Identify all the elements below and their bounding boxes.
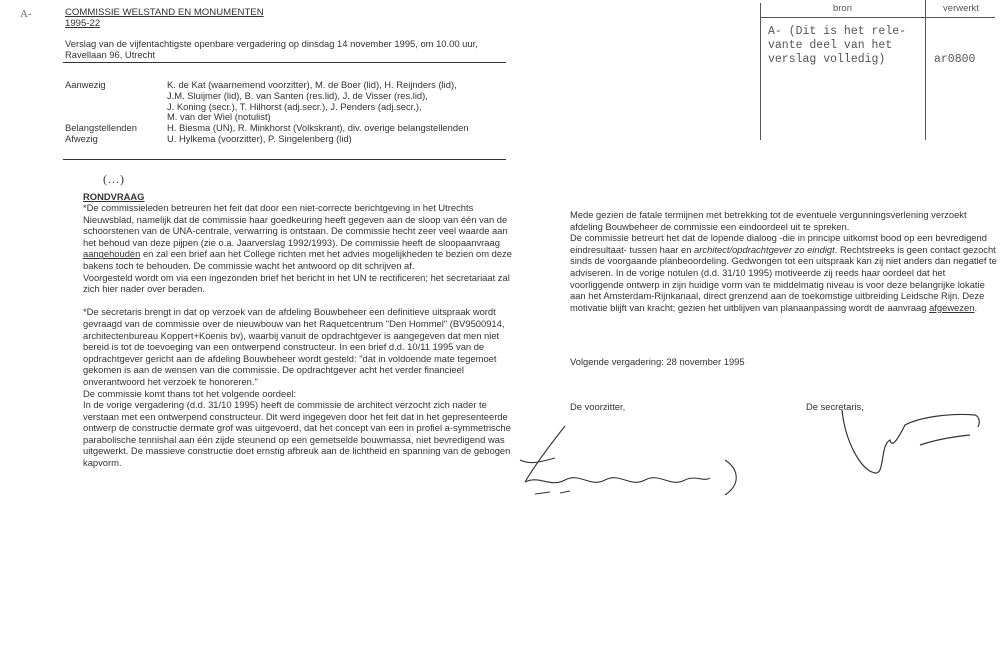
divider bbox=[63, 62, 506, 63]
left-column bbox=[83, 202, 513, 469]
paragraph bbox=[83, 202, 513, 272]
text: en zal een brief aan het College richten met het advies mogelijkheden te bezien om deze bakens toch te behouden. De commissie wacht het antwoord op dit schrijven af. bbox=[83, 248, 512, 271]
report-number: 1995-22 bbox=[65, 18, 101, 29]
attendance-label: Belangstellenden bbox=[65, 122, 137, 134]
omission-mark: (...) bbox=[103, 172, 125, 186]
stamp-header-verwerkt: verwerkt bbox=[943, 3, 979, 14]
secretary-label: De secretaris, bbox=[806, 401, 864, 412]
italic-text: architect/opdrachtgever zo eindigt bbox=[694, 243, 835, 255]
paragraph: In de vorige vergadering (d.d. 31/10 1995) heeft de commissie de architect verzocht zich nader te verstaan met een ontwerpend constructeur. Dit werd ingegeven door het feit dat in het gepresenteerde ontwerp de constructie dermate grof was uitgevoerd, dat het concept van een in profiel a-symmetrische parabolische tennishal aan één zijde steunend op een gemetselde bouwmassa, niet bevredigend was uitgewerkt. De massieve constructie doet ernstig afbreuk aan de lichtheid en spanning van de gebogen kapvorm. bbox=[83, 399, 511, 469]
stamp-header-bron: bron bbox=[832, 3, 852, 14]
attendance-value: H. Biesma (UN), R. Minkhorst (Volkskrant), div. overige belangstellenden bbox=[167, 122, 469, 134]
margin-mark: A- bbox=[20, 8, 32, 20]
divider bbox=[63, 159, 506, 160]
report-intro: Verslag van de vijfentachtigste openbare vergadering op dinsdag 14 november 1995, om 10.00 uur, Ravellaan 96, Utrecht bbox=[65, 38, 478, 60]
next-meeting: Volgende vergadering: 28 november 1995 bbox=[570, 356, 745, 367]
attendance-line: M. van der Wiel (notulist) bbox=[167, 111, 271, 123]
paragraph: *De secretaris brengt in dat op verzoek van de afdeling Bouwbeheer een definitieve uitspraak wordt gevraagd van de commissie over de nieuwbouw van het Raquetcentrum "Den Hommel" (BV9500914, architectenbureau Koppert+Koenis bv), waarbij vanuit de opdrachtgever is aangegeven dat men niet bereid is tot de toevoeging van een ontwerpend constructeur. In een brief d.d. 10/11 1995 van de opdrachtgever gericht aan de afdeling Bouwbeheer wordt gesteld: "dat in voldoende mate tegemoet gekomen is aan de wensen van die commissie. De opdrachtgever acht het verder financieel onverantwoord het verzoek te honoreren." bbox=[83, 306, 505, 387]
section-title: RONDVRAAG bbox=[83, 191, 145, 202]
attendance-label: Aanwezig bbox=[65, 79, 106, 90]
underlined-text: aangehouden bbox=[83, 248, 141, 260]
attendance-label: Afwezig bbox=[65, 132, 98, 144]
text: *De commissieleden betreuren het feit dat door een niet-correcte berichtgeving in het Utrechts Nieuwsblad, namelijk dat de commissie haar goedkeuring heeft gegeven aan de sloop van één van de schoorstenen van de UNA-centrale, verwarring is ontstaan. De commissie hecht zeer veel waarde aan het behoud van deze pijpen (zie o.a. Jaarverslag 1992/1993). De commissie heeft de sloopaanvraag bbox=[83, 202, 508, 248]
paragraph: De commissie komt thans tot het volgende oordeel: bbox=[83, 387, 297, 399]
right-column bbox=[570, 209, 1000, 313]
attendance-line: J. Koning (secr.), T. Hilhorst (adj.secr.), J. Penders (adj.secr.), bbox=[167, 100, 422, 112]
chair-label: De voorzitter, bbox=[570, 401, 626, 412]
chair-signature bbox=[510, 420, 770, 500]
secretary-signature bbox=[830, 405, 1000, 480]
archive-stamp bbox=[760, 0, 1000, 140]
committee-title: COMMISSIE WELSTAND EN MONUMENTEN bbox=[65, 7, 264, 18]
text: . bbox=[974, 301, 978, 313]
attendance-absent bbox=[65, 134, 515, 145]
underlined-text: afgewezen bbox=[929, 301, 975, 313]
attendance-line: K. de Kat (waarnemend voorzitter), M. de Boer (lid), H. Reijnders (lid), bbox=[167, 79, 457, 90]
stamp-bron-text: A- (Dit is het rele- vante deel van het verslag volledig) bbox=[768, 25, 907, 66]
paragraph: Mede gezien de fatale termijnen met betrekking tot de eventuele vergunningsverlening verzoekt afdeling Bouwbeheer de commissie een eindoordeel uit te spreken. bbox=[570, 209, 967, 232]
text: De commissie betreurt het dat de lopende dialoog -die in principe uitkomst bood op een bevredigend eindresultaat- tussen haar en bbox=[570, 232, 987, 255]
paragraph bbox=[570, 232, 1000, 313]
attendance-present bbox=[65, 80, 515, 123]
paragraph: Voorgesteld wordt om via een ingezonden brief het bericht in het UN te rectificeren; het secretariaat zal zich hier nader over beraden. bbox=[83, 271, 510, 295]
text: . Rechtstreeks is geen contact gezocht sinds de voorgaande planbeoordeling. Gedwongen tot een uitspraak kan zij niet anders dan negatief te adviseren. In de vorige notulen (d.d. 31/10 1995) motiveerde zij reeds haar oordeel dat het voorliggende ontwerp in zijn huidige vorm van te middelmatig niveau is voor deze belangrijke lokatie aan het Amsterdam-Rijnkanaal, direct grenzend aan de toekomstige uitbreiding Leidsche Rijn. Deze motivatie blijft van kracht; gezien het uitblijven van planaanpassing wordt de aanvraag bbox=[570, 243, 997, 313]
attendance-value bbox=[167, 80, 515, 123]
attendance-value: U. Hylkema (voorzitter), P. Singelenberg (lid) bbox=[167, 132, 352, 144]
attendance-block bbox=[65, 80, 515, 145]
stamp-verwerkt-code: ar0800 bbox=[934, 53, 976, 66]
attendance-line: J.M. Sluijmer (lid), B. van Santen (res.lid), J. de Visser (res.lid), bbox=[167, 89, 428, 101]
